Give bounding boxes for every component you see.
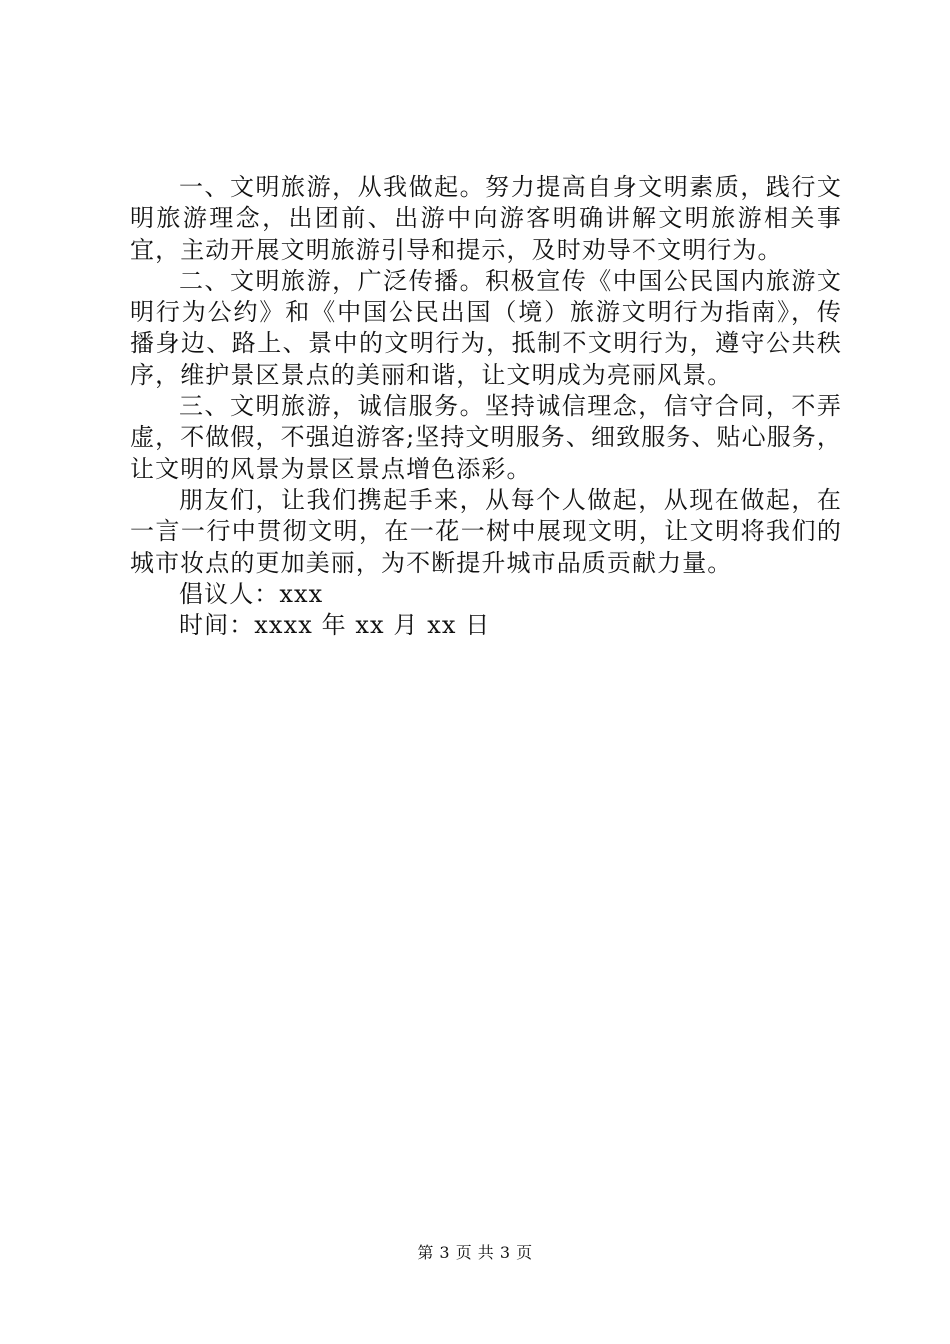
paragraph-civilized-travel-start-with-me: 一、文明旅游，从我做起。努力提高自身文明素质，践行文明旅游理念，出团前、出游中向游客明确讲解文明旅游相关事宜，主动开展文明旅游引导和提示，及时劝导不文明行为。 xyxy=(130,173,842,264)
paragraph-closing-appeal: 朋友们，让我们携起手来，从每个人做起，从现在做起，在一言一行中贯彻文明，在一花一树中展现文明，让文明将我们的城市妆点的更加美丽，为不断提升城市品质贡献力量。 xyxy=(130,485,842,577)
paragraph-civilized-travel-spread: 二、文明旅游，广泛传播。积极宣传《中国公民国内旅游文明行为公约》和《中国公民出国（境）旅游文明行为指南》，传播身边、路上、景中的文明行为，抵制不文明行为，遵守公共秩序，维护景区景点的美丽和谐，让文明成为亮丽风景。 xyxy=(130,266,842,389)
paragraph-civilized-travel-honest-service: 三、文明旅游，诚信服务。坚持诚信理念，信守合同，不弄虚，不做假，不强迫游客;坚持文明服务、细致服务、贴心服务，让文明的风景为景区景点增色添彩。 xyxy=(130,392,842,483)
document-body xyxy=(130,172,842,641)
page-footer-number: 第 3 页 共 3 页 xyxy=(417,1243,533,1262)
signature-initiator: 倡议人：xxx xyxy=(179,579,324,608)
signature-date: 时间：xxxx 年 xx 月 xx 日 xyxy=(179,611,491,640)
